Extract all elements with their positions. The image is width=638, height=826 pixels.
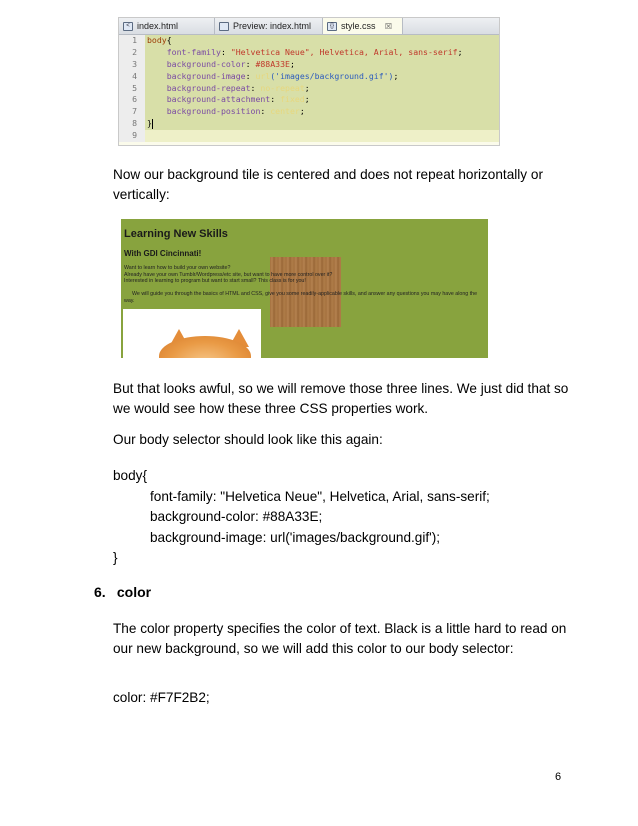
code-line: [119, 118, 499, 130]
tab-style-css[interactable]: [323, 18, 403, 34]
preview-line: Already have your own Tumblr/Wordpress/etc site, but want to have more control over it?: [124, 271, 333, 278]
css-value: fixed: [280, 94, 305, 105]
code-line: }: [113, 550, 118, 565]
html-file-icon: <: [123, 22, 133, 31]
line-number: 3: [119, 59, 145, 71]
editor-tab-bar: [119, 18, 499, 35]
section-number: 6.: [94, 584, 106, 600]
line-number: 5: [119, 83, 145, 95]
css-property: font-family: [166, 46, 221, 57]
code-line: font-family: "Helvetica Neue", Helvetica, Arial, sans-serif;: [150, 488, 490, 504]
code-line: 6 background-attachment: fixed;: [119, 94, 499, 106]
css-property: background-image: [166, 70, 246, 81]
code-line: [119, 35, 499, 47]
text-cursor: [152, 119, 153, 129]
preview-line: Interested in learning to program but want to start small? This class is for you!: [124, 278, 306, 285]
line-number: 1: [119, 35, 145, 47]
css-property: background-color: [166, 58, 246, 69]
preview-line: Want to learn how to build your own website?: [124, 265, 231, 271]
tab-label: Preview: index.html: [233, 21, 312, 31]
tab-index-html[interactable]: [119, 18, 215, 34]
paragraph-intro: Now our background tile is centered and does not repeat horizontally or vertically:: [113, 167, 543, 202]
section-title: color: [116, 584, 152, 600]
tab-preview[interactable]: [215, 18, 323, 34]
paragraph-selector-note: Our body selector should look like this again:: [113, 432, 383, 447]
browser-preview-screenshot: [121, 219, 488, 358]
close-icon[interactable]: ☒: [384, 21, 392, 31]
code-line: 2 font-family: "Helvetica Neue", Helvetica, Arial, sans-serif;: [119, 47, 499, 59]
line-number: 2: [119, 47, 145, 59]
line-number: 8: [119, 118, 145, 130]
paragraph-remove-lines: But that looks awful, so we will remove those three lines. We just did that so we would see how these three CSS properties work.: [113, 381, 569, 416]
css-value: "Helvetica Neue", Helvetica, Arial, sans-serif: [230, 46, 458, 57]
css-property: background-position: [166, 106, 261, 117]
css-file-icon: {}: [327, 22, 337, 31]
line-number: 6: [119, 94, 145, 106]
css-property: background-attachment: [166, 94, 271, 105]
code-line: body{: [113, 468, 148, 483]
preview-subheading: With GDI Cincinnati!: [124, 249, 202, 258]
code-line: 5 background-repeat: no-repeat;: [119, 83, 499, 95]
css-selector: body: [147, 35, 167, 45]
code-area[interactable]: [119, 35, 499, 142]
preview-icon: [219, 22, 229, 31]
tab-label: style.css: [341, 21, 376, 31]
section-heading: [94, 584, 151, 600]
css-value: ('images/background.gif'): [270, 70, 394, 81]
css-code-block: [113, 466, 490, 569]
paragraph-color-description: The color property specifies the color of text. Black is a little hard to read on our new background, so we will add this color to our body selector:: [113, 621, 567, 656]
line-number: 4: [119, 71, 145, 83]
code-line: background-image: url('images/background.gif');: [150, 529, 441, 545]
brace: }: [147, 118, 152, 129]
code-line: 3 background-color: #88A33E;: [119, 59, 499, 71]
code-editor-screenshot: [118, 17, 500, 146]
css-value: #88A33E: [255, 58, 290, 69]
css-url-function: url: [255, 70, 271, 81]
paragraph-color-value: color: #F7F2B2;: [113, 690, 210, 705]
css-value: center: [270, 106, 300, 117]
kitten-image: [123, 309, 261, 358]
line-number: 9: [119, 130, 145, 142]
preview-lines: [124, 265, 384, 285]
code-line: background-color: #88A33E;: [150, 509, 323, 524]
page-number: 6: [555, 771, 562, 783]
code-line: [119, 130, 499, 142]
code-line: 4 background-image: url('images/background.gif');: [119, 71, 499, 83]
css-value: no-repeat: [260, 82, 305, 93]
code-line: 7 background-position: center;: [119, 106, 499, 118]
preview-paragraph: We will guide you through the basics of HTML and CSS, give you some readily-applicable skills, and answer any questions you may have along the way.: [124, 291, 478, 304]
preview-heading: Learning New Skills: [124, 228, 228, 240]
css-property: background-repeat: [166, 82, 251, 93]
tab-label: index.html: [137, 21, 179, 31]
brace: {: [166, 35, 172, 45]
line-number: 7: [119, 106, 145, 118]
